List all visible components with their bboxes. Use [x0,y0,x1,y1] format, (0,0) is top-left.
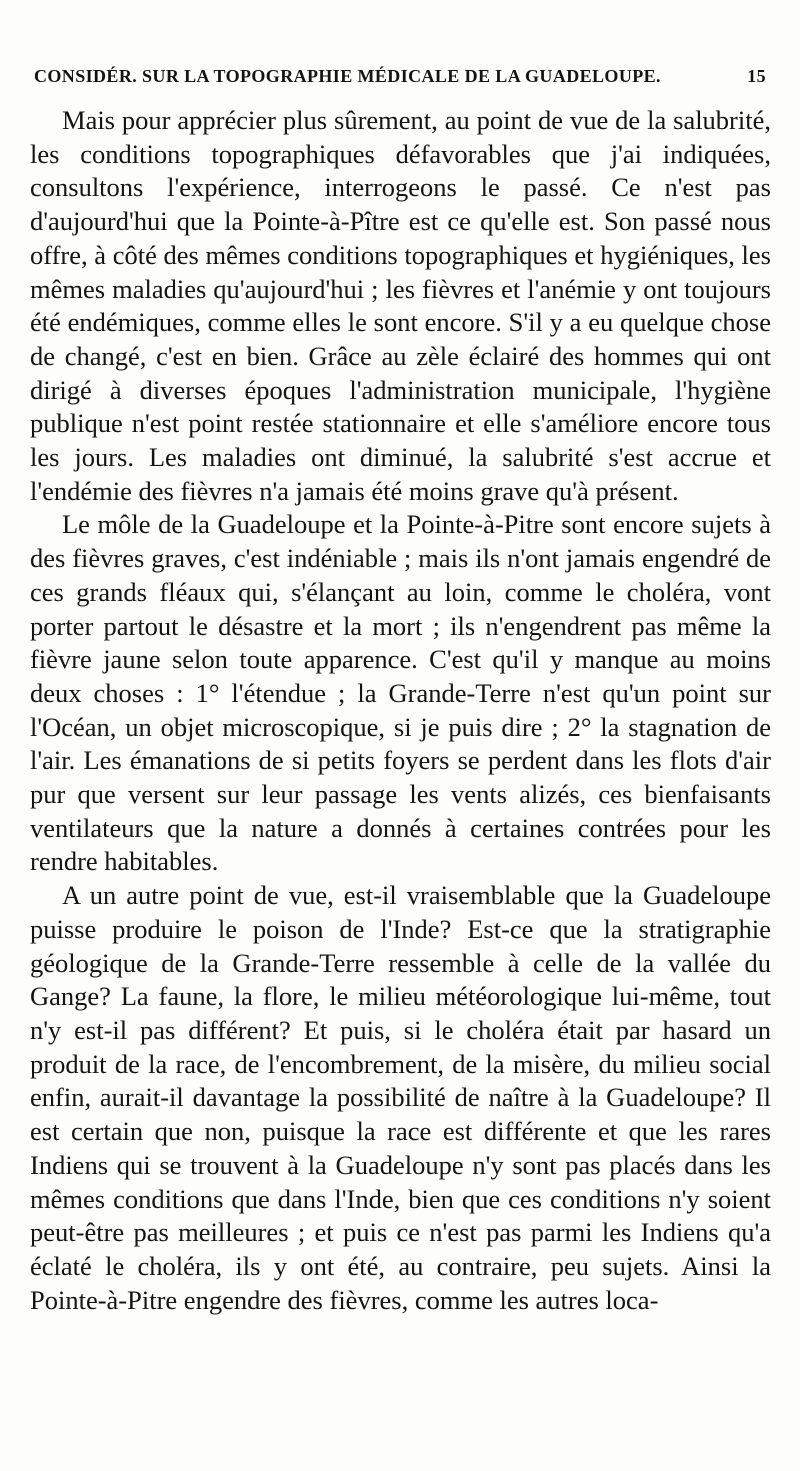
page-number: 15 [747,66,766,86]
paragraph-1: Mais pour apprécier plus sûrement, au point de vue de la salubrité, les conditions topographiques défavorables que j'ai indiquées, consultons l'expérience, interrogeons le passé. Ce n'est pas d'aujourd'hui que la Pointe-à-Pître est ce qu'elle est. Son passé nous offre, à côté des mêmes conditions topographiques et hygiéniques, les mêmes maladies qu'aujourd'hui ; les fièvres et l'anémie y ont toujours été endémiques, comme elles le sont encore. S'il y a eu quelque chose de changé, c'est en bien. Grâce au zèle éclairé des hommes qui ont dirigé à diverses époques l'administration municipale, l'hygiène publique n'est point restée stationnaire et elle s'améliore encore tous les jours. Les maladies ont diminué, la salubrité s'est accrue et l'endémie des fièvres n'a jamais été moins grave qu'à présent. [30,105,771,506]
paragraph-2: Le môle de la Guadeloupe et la Pointe-à-Pitre sont encore sujets à des fièvres graves, c'est indéniable ; mais ils n'ont jamais engendré de ces grands fléaux qui, s'élançant au loin, comme le choléra, vont porter partout le désastre et la mort ; ils n'engendrent pas même la fièvre jaune selon toute apparence. C'est qu'il y manque au moins deux choses : 1° l'étendue ; la Grande-Terre n'est qu'un point sur l'Océan, un objet microscopique, si je puis dire ; 2° la stagnation de l'air. Les émanations de si petits foyers se perdent dans les flots d'air pur que versent sur leur passage les vents alizés, ces bienfaisants ventilateurs que la nature a donnés à certaines contrées pour les rendre habitables. [30,509,771,877]
paragraph-3: A un autre point de vue, est-il vraisemblable que la Guadeloupe puisse produire le poison de l'Inde? Est-ce que la stratigraphie géologique de la Grande-Terre ressemble à celle de la vallée du Gange? La faune, la flore, le milieu météorologique lui-même, tout n'y est-il pas différent? Et puis, si le choléra était par hasard un produit de la race, de l'encombrement, de la misère, du milieu social enfin, aurait-il davantage la possibilité de naître à la Guadeloupe? Il est certain que non, puisque la race est différente et que les rares Indiens qui se trouvent à la Guadeloupe n'y sont pas placés dans les mêmes conditions que dans l'Inde, bien que ces conditions n'y soient peut-être pas meilleures ; et puis ce n'est pas parmi les Indiens qu'a éclaté le choléra, ils y ont été, au contraire, peu sujets. Ainsi la Pointe-à-Pitre engendre des fièvres, comme les autres loca- [30,880,771,1315]
running-title: CONSIDÉR. SUR LA TOPOGRAPHIE MÉDICALE DE LA GUADELOUPE. [34,66,661,86]
running-header [34,66,766,94]
body-text [30,104,771,1317]
